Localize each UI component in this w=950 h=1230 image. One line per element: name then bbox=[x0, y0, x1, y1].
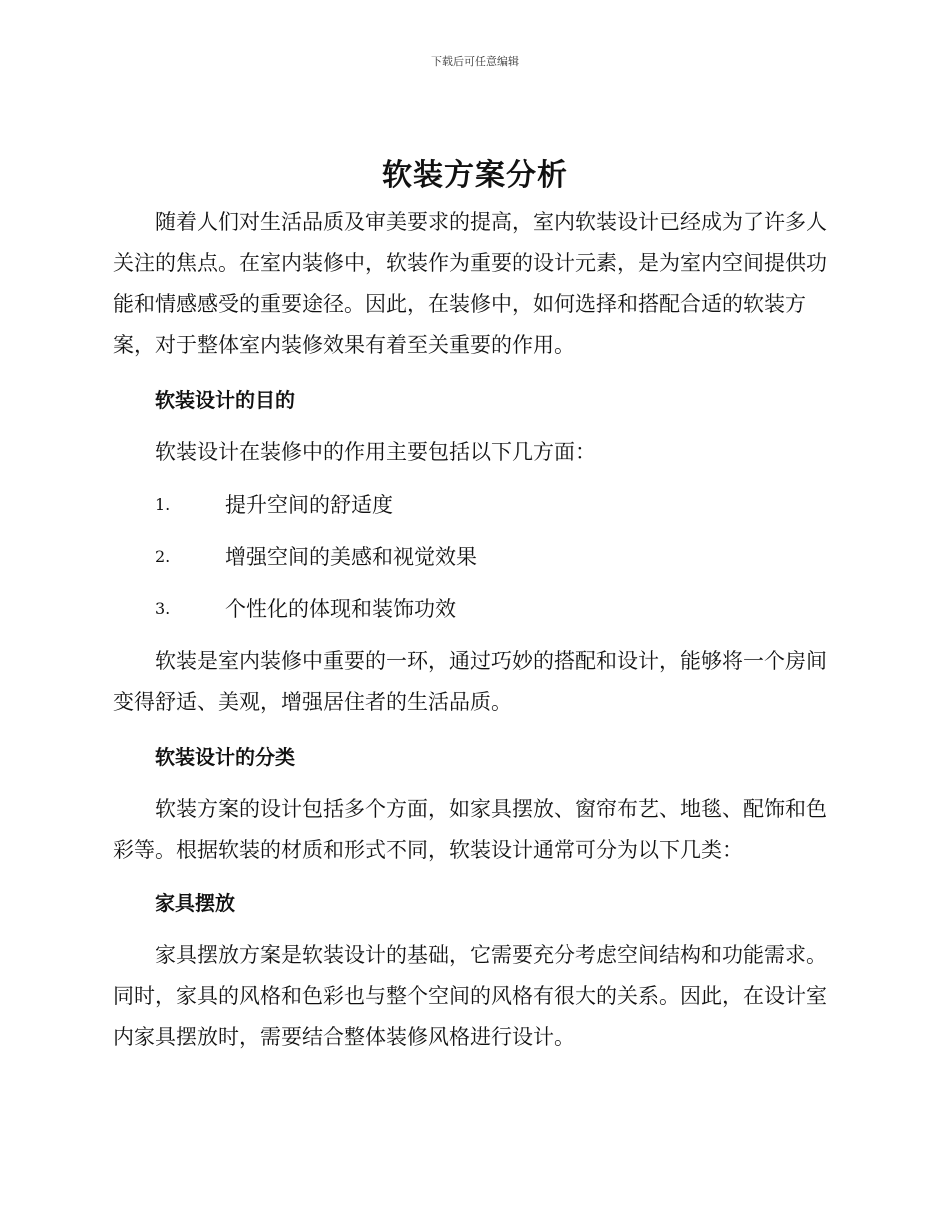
header-note: 下载后可任意编辑 bbox=[431, 55, 519, 68]
section-heading-purpose: 软装设计的目的 bbox=[155, 388, 295, 412]
furniture-paragraph: 家具摆放方案是软装设计的基础，它需要充分考虑空间结构和功能需求。同时，家具的风格和色彩也与整个空间的风格有很大的关系。因此，在设计室内家具摆放时，需要结合整体装修风格进行设计。 bbox=[113, 943, 827, 1049]
page-title: 软装方案分析 bbox=[382, 158, 568, 193]
section-heading-classification: 软装设计的分类 bbox=[155, 745, 295, 769]
document-body bbox=[113, 202, 838, 1058]
section-heading-furniture: 家具摆放 bbox=[155, 891, 235, 915]
list-number: 1. bbox=[155, 495, 171, 514]
list-text: 增强空间的美感和视觉效果 bbox=[225, 545, 477, 569]
list-item bbox=[113, 537, 838, 577]
list-text: 提升空间的舒适度 bbox=[225, 493, 393, 517]
purpose-summary: 软装是室内装修中重要的一环，通过巧妙的搭配和设计，能够将一个房间变得舒适、美观，增强居住者的生活品质。 bbox=[113, 649, 827, 714]
list-number: 2. bbox=[155, 547, 171, 566]
list-text: 个性化的体现和装饰功效 bbox=[225, 597, 456, 621]
purpose-lead: 软装设计在装修中的作用主要包括以下几方面： bbox=[155, 440, 596, 464]
list-item bbox=[113, 485, 838, 525]
classification-paragraph: 软装方案的设计包括多个方面，如家具摆放、窗帘布艺、地毯、配饰和色彩等。根据软装的材质和形式不同，软装设计通常可分为以下几类： bbox=[113, 797, 827, 862]
list-number: 3. bbox=[155, 599, 171, 618]
intro-paragraph: 随着人们对生活品质及审美要求的提高，室内软装设计已经成为了许多人关注的焦点。在室内装修中，软装作为重要的设计元素，是为室内空间提供功能和情感感受的重要途径。因此，在装修中，如何选择和搭配合适的软装方案，对于整体室内装修效果有着至关重要的作用。 bbox=[113, 210, 827, 357]
list-item bbox=[113, 589, 838, 629]
